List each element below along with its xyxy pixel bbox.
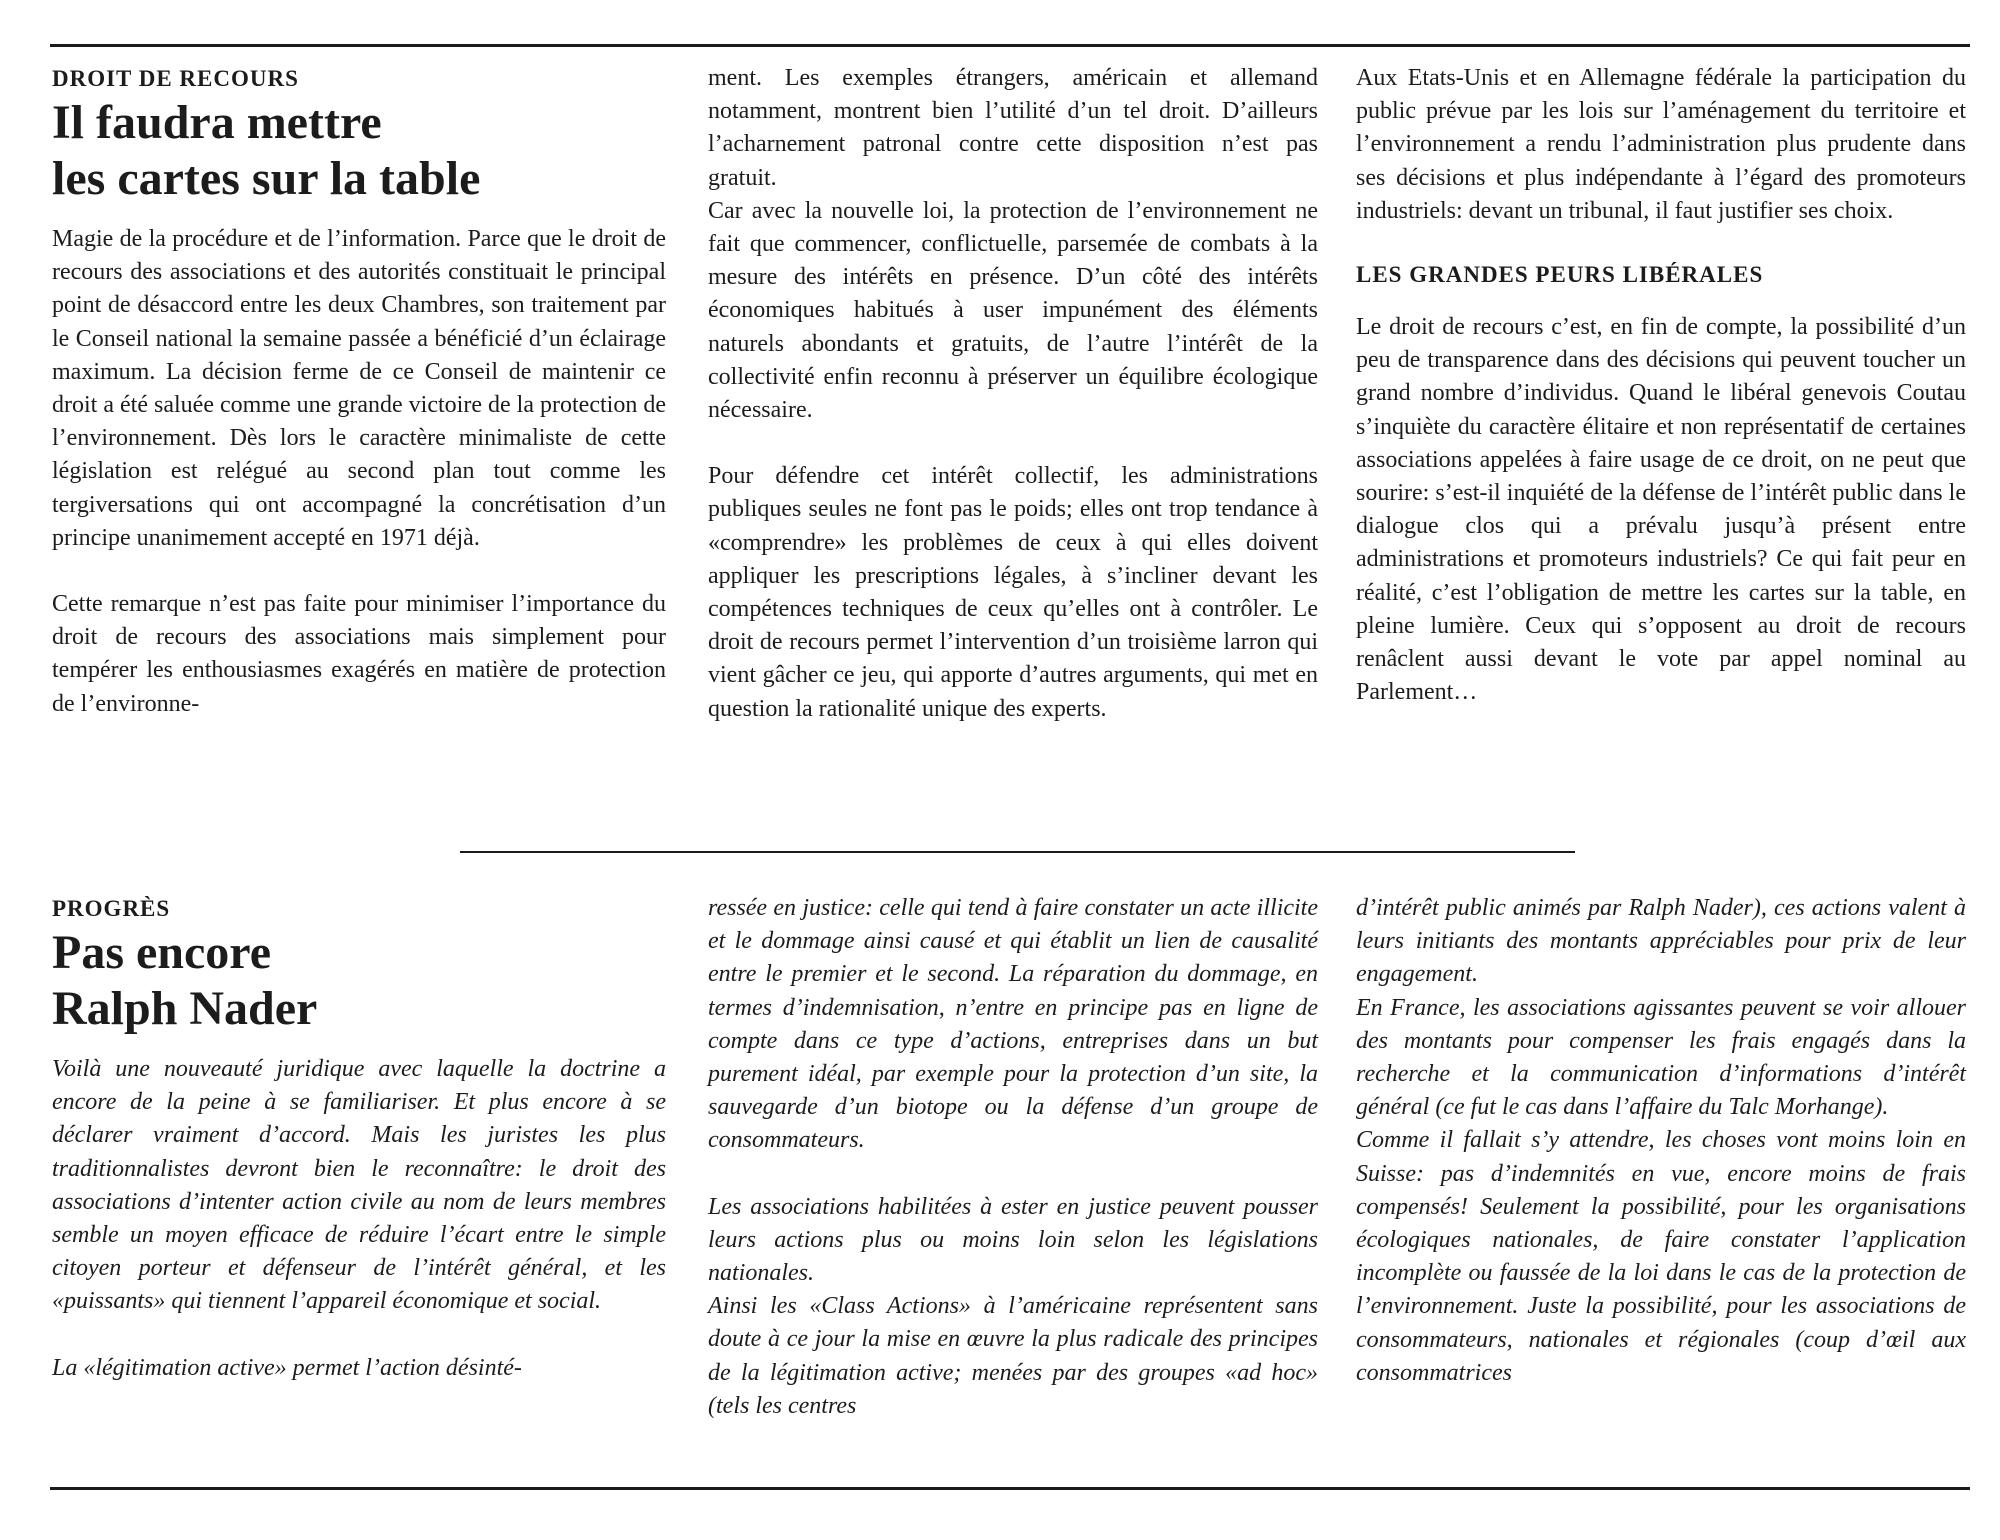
article1-subhead: LES GRANDES PEURS LIBÉRALES (1356, 262, 1764, 288)
article2-col2-paragraph: Ainsi les «Class Actions» à l’américaine représentent sans doute à ce jour la mise en œuvre la plus radicale des principes de la légitimation active; menées par des groupes «ad hoc» (tels les centres (708, 1293, 1318, 1419)
article2-col3-paragraph: En France, les associations agissantes peuvent se voir allouer des montants pour compenser les frais engagés dans la recherche et la communication d’informations d’intérêt général (ce fut le cas dans l’affaire du Talc Morhange). (1356, 994, 1966, 1121)
article1-column-1 (52, 62, 666, 721)
article1-headline-line2: les cartes sur la table (52, 152, 481, 205)
article1-col2-paragraph: ment. Les exemples étrangers, américain et allemand notamment, montrent bien l’utilité d’un tel droit. D’ailleurs l’acharnement patronal contre cette disposition n’est pas gratuit. (708, 65, 1318, 191)
article2-col3-paragraph: d’intérêt public animés par Ralph Nader), ces actions valent à leurs initiants des montants appréciables pour prix de leur engagement. (1356, 895, 1966, 988)
article1-kicker: DROIT DE RECOURS (52, 66, 299, 91)
article1-headline (52, 95, 666, 207)
middle-rule (460, 851, 1575, 853)
article2-col2-paragraph: Les associations habilitées à ester en justice peuvent pousser leurs actions plus ou moins loin selon les législations nationales. (708, 1193, 1318, 1287)
article2-col1-paragraph: Voilà une nouveauté juridique avec laquelle la doctrine a encore de la peine à se familiariser. Et plus encore à se déclarer vraiment d’accord. Mais les juristes les plus traditionnalistes devront bien le reconnaître: le droit des associations d’intenter action civile au nom de leurs membres semble un moyen efficace de réduire l’écart entre le simple citoyen porteur et défenseur de l’intérêt général, et les «puissants» qui tiennent l’appareil économique et social. (52, 1056, 666, 1315)
article1-column-2 (708, 62, 1318, 726)
article2-col1-body (52, 1053, 666, 1385)
article2-headline (52, 925, 666, 1037)
article2-column-2 (708, 892, 1318, 1423)
article1-col3-body-2 (1356, 311, 1966, 709)
article2-headline-line2: Ralph Nader (52, 982, 318, 1035)
article1-col1-paragraph: Cette remarque n’est pas faite pour minimiser l’importance du droit de recours des associations mais simplement pour tempérer les enthousiasmes exagérés en matière de protection de l’environne- (52, 591, 666, 717)
article1-col2-body (708, 62, 1318, 726)
article1-col3-body (1356, 62, 1966, 228)
article2-col3-paragraph: Comme il fallait s’y attendre, les choses vont moins loin en Suisse: pas d’indemnités en vue, encore moins de frais compensés! Seulement la possibilité, pour les organisations écologiques nationales, de faire constater l’application incomplète ou faussée de la loi dans le cas de la protection de l’environnement. Juste la possibilité, pour les associations de consommateurs, nationales et régionales (coup d’œil aux consommatrices (1356, 1127, 1966, 1386)
article1-col3-paragraph: Aux Etats-Unis et en Allemagne fédérale la participation du public prévue par les lois sur l’aménagement du territoire et l’environnement a rendu l’administration plus prudente dans ses décisions et plus indépendante à l’égard des promoteurs industriels: devant un tribunal, il faut justifier ses choix. (1356, 65, 1966, 224)
article1-headline-line1: Il faudra mettre (52, 96, 382, 149)
article2-col1-paragraph: La «légitimation active» permet l’action désinté- (52, 1354, 522, 1381)
article2-kicker: PROGRÈS (52, 896, 171, 921)
article2-col2-body (708, 892, 1318, 1423)
article1-col2-paragraph: Pour défendre cet intérêt collectif, les administrations publiques seules ne font pas le poids; elles ont trop tendance à «comprendre» les problèmes de ceux à qui elles doivent appliquer les prescriptions légales, à s’incliner devant les compétences techniques de ceux qu’elles ont à contrôler. Le droit de recours permet l’intervention d’un troisième larron qui vient gâcher ce jeu, qui apporte d’autres arguments, qui met en question la rationalité unique des experts. (708, 463, 1318, 722)
article1-col1-paragraph: Magie de la procédure et de l’information. Parce que le droit de recours des associations et des autorités constituait le principal point de désaccord entre les deux Chambres, son traitement par le Conseil national la semaine passée a bénéficié d’un éclairage maximum. La décision ferme de ce Conseil de maintenir ce droit a été saluée comme une grande victoire de la protection de l’environnement. Dès lors le caractère minimaliste de cette législation est relégué au second plan tout comme les tergiversations qui ont accompagné la concrétisation d’un principe unanimement accepté en 1971 déjà. (52, 226, 666, 551)
article2-col2-paragraph: ressée en justice: celle qui tend à faire constater un acte illicite et le dommage ainsi causé et qui établit un lien de causalité entre le premier et le second. La réparation du dommage, en termes d’indemnisation, n’entre en principe pas en ligne de compte dans ce type d’actions, entreprises dans un but purement idéal, par exemple pour la protection d’un site, la sauvegarde d’un biotope ou la défense d’un groupe de consommateurs. (708, 895, 1318, 1154)
article2-column-1 (52, 892, 666, 1385)
article2-headline-line1: Pas encore (52, 926, 272, 979)
article1-col2-paragraph: Car avec la nouvelle loi, la protection de l’environnement ne fait que commencer, conflictuelle, parsemée de combats à la mesure des intérêts en présence. D’un côté des intérêts économiques habitués à user impunément des éléments naturels abondants et gratuits, de l’autre l’intérêt de la collectivité enfin reconnu à préserver un équilibre écologique nécessaire. (708, 197, 1318, 424)
article1-col3-paragraph: Le droit de recours c’est, en fin de compte, la possibilité d’un peu de transparence dans des décisions qui peuvent toucher un grand nombre d’individus. Quand le libéral genevois Coutau s’inquiète du caractère élitaire et non représentatif de certaines associations appelées à faire usage de ce droit, on ne peut que sourire: s’est-il inquiété de la défense de l’intérêt public dans le dialogue clos qui a prévalu jusqu’à présent entre administrations et promoteurs industriels? Ce qui fait peur en réalité, c’est l’obligation de mettre les cartes sur la table, en pleine lumière. Ceux qui s’opposent au droit de recours renâclent aussi devant le vote par appel nominal au Parlement… (1356, 314, 1966, 706)
article2-col3-body (1356, 892, 1966, 1390)
top-rule (50, 44, 1970, 47)
article1-column-3 (1356, 62, 1966, 709)
article2-column-3 (1356, 892, 1966, 1390)
bottom-rule (50, 1487, 1970, 1490)
article1-col1-body (52, 223, 666, 721)
